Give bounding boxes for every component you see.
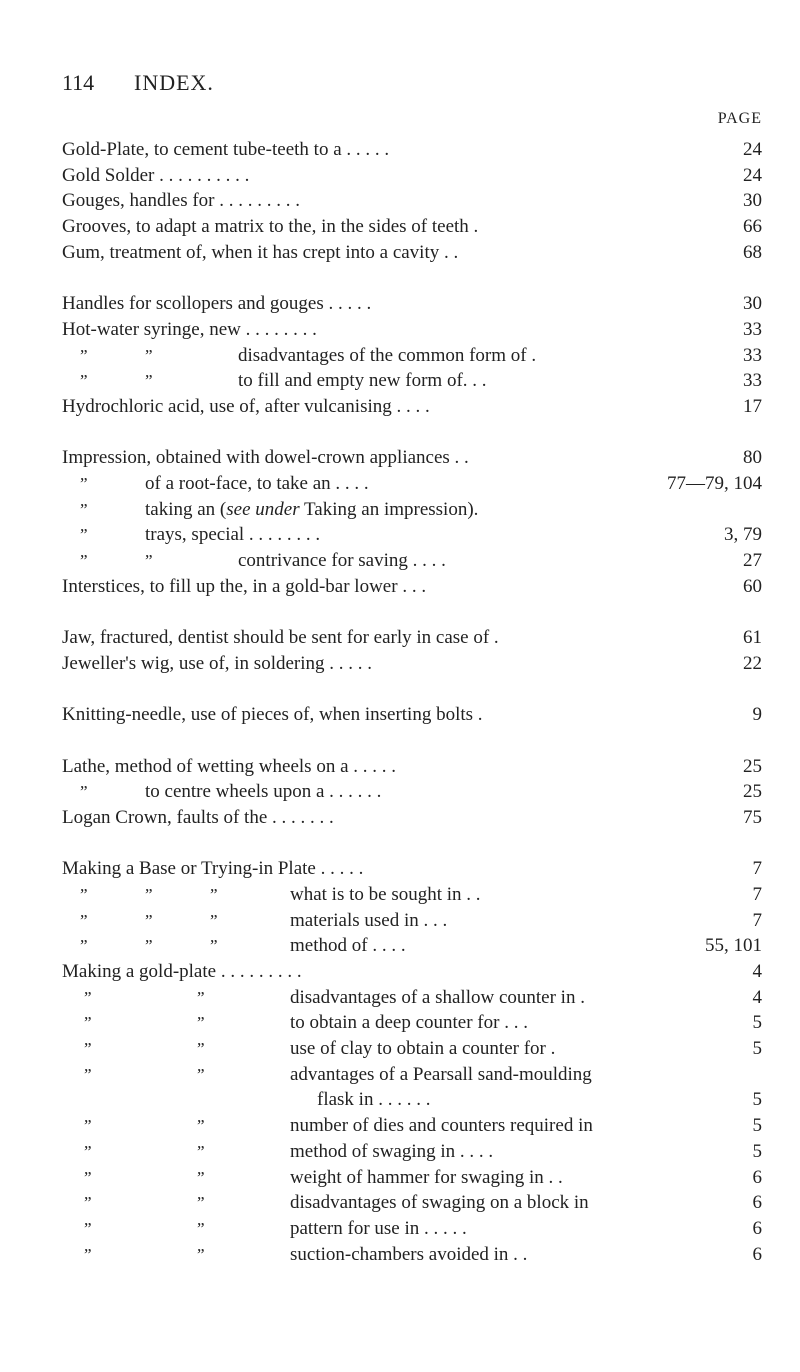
entry-text: suction-chambers avoided in . . <box>290 1243 528 1265</box>
ditto-mark: ” <box>84 1218 92 1238</box>
entry-text: materials used in . . . <box>290 909 448 931</box>
entry-text: Gold Solder . . . . . . . . . . <box>62 164 250 186</box>
ditto-mark: ” <box>84 1116 92 1136</box>
entry-page: 6 <box>752 1192 762 1214</box>
entry-page: 55, 101 <box>705 935 762 957</box>
ditto-mark: ” <box>145 371 153 391</box>
index-entry <box>62 291 762 317</box>
entry-page: 6 <box>752 1217 762 1239</box>
entry-text: Gum, treatment of, when it has crept into a cavity . . <box>62 241 459 263</box>
ditto-mark: ” <box>84 1244 92 1264</box>
entry-text: Gold-Plate, to cement tube-teeth to a . . . . . <box>62 139 390 160</box>
entry-page: 7 <box>752 883 762 905</box>
entry-text: Impression, obtained with dowel-crown appliances . . <box>62 447 469 469</box>
index-entry <box>62 1216 762 1242</box>
entry-page: 17 <box>743 395 762 417</box>
entry-text: contrivance for saving . . . . <box>238 550 446 571</box>
ditto-mark: ” <box>210 936 218 956</box>
section-gap <box>62 831 762 857</box>
entry-page: 33 <box>743 344 762 366</box>
index-entry <box>62 188 762 214</box>
entry-text: of a root-face, to take an . . . . <box>145 472 369 494</box>
index-entry <box>62 368 762 394</box>
entry-page: 33 <box>743 370 762 392</box>
entry-page: 25 <box>743 755 762 777</box>
section-gap <box>62 676 762 702</box>
index-entry <box>62 1036 762 1062</box>
entry-page: 9 <box>752 704 762 726</box>
entry-page: 5 <box>752 1089 762 1111</box>
ditto-mark: ” <box>80 910 88 930</box>
entry-text: Grooves, to adapt a matrix to the, in the sides of teeth . <box>62 216 479 238</box>
entry-text: Lathe, method of wetting wheels on a . . . . . <box>62 755 397 777</box>
entry-text: use of clay to obtain a counter for . <box>290 1038 556 1060</box>
entry-page: 30 <box>743 190 762 212</box>
entry-text: taking an (see under Taking an impression). <box>145 498 479 520</box>
entry-text: advantages of a Pearsall sand-moulding <box>290 1063 592 1085</box>
entry-page: 24 <box>743 164 762 186</box>
cross-reference-emphasis: see under <box>226 498 300 520</box>
entry-page: 4 <box>752 961 762 982</box>
ditto-mark: ” <box>197 1193 205 1213</box>
entry-page: 5 <box>752 1140 762 1162</box>
index-entry <box>62 625 762 651</box>
ditto-mark: ” <box>80 782 88 802</box>
entry-text: Handles for scollopers and gouges . . . . . <box>62 293 372 315</box>
entry-text: Making a Base or Trying-in Plate . . . . . <box>62 858 364 880</box>
index-entry <box>62 908 762 934</box>
index-entry <box>62 445 762 471</box>
page-header <box>62 70 742 100</box>
section-gap <box>62 599 762 625</box>
ditto-mark: ” <box>145 345 153 365</box>
index-entry <box>62 343 762 369</box>
entry-page: 60 <box>743 575 762 597</box>
index-entry <box>62 933 762 959</box>
entry-text: to centre wheels upon a . . . . . . <box>145 781 382 803</box>
entry-page: 6 <box>752 1243 762 1265</box>
ditto-mark: ” <box>145 910 153 930</box>
entry-page: 5 <box>752 1038 762 1060</box>
ditto-mark: ” <box>80 499 88 519</box>
index-entry <box>62 651 762 677</box>
ditto-mark: ” <box>145 884 153 904</box>
entry-text: Gouges, handles for . . . . . . . . . <box>62 190 300 212</box>
entry-text: disadvantages of swaging on a block in <box>290 1192 589 1214</box>
entry-text: Jaw, fractured, dentist should be sent for early in case of . <box>62 627 499 649</box>
ditto-mark: ” <box>84 1013 92 1033</box>
entry-page: 22 <box>743 652 762 674</box>
index-entry <box>62 548 762 574</box>
index-entry <box>62 240 762 266</box>
ditto-mark: ” <box>84 1167 92 1187</box>
ditto-mark: ” <box>197 1218 205 1238</box>
entry-text: Interstices, to fill up the, in a gold-bar lower . . . <box>62 575 427 597</box>
ditto-mark: ” <box>210 910 218 930</box>
entry-page: 5 <box>752 1012 762 1034</box>
index-entry <box>62 214 762 240</box>
ditto-mark: ” <box>80 371 88 391</box>
ditto-mark: ” <box>84 1064 92 1084</box>
entry-text: Jeweller's wig, use of, in soldering . . . . . <box>62 652 373 674</box>
entry-text: what is to be sought in . . <box>290 883 481 905</box>
page-number: 114 <box>62 70 95 95</box>
entry-page: 3, 79 <box>724 524 762 546</box>
ditto-mark: ” <box>80 884 88 904</box>
entry-text: Knitting-needle, use of pieces of, when inserting bolts . <box>62 704 483 726</box>
ditto-mark: ” <box>197 1244 205 1264</box>
entry-page: 68 <box>743 241 762 263</box>
entry-page: 7 <box>752 858 762 880</box>
index-entry <box>62 856 762 882</box>
ditto-mark: ” <box>80 473 88 493</box>
index-entry <box>62 1190 762 1216</box>
ditto-mark: ” <box>197 1167 205 1187</box>
ditto-mark: ” <box>197 1141 205 1161</box>
ditto-mark: ” <box>210 884 218 904</box>
index-entries <box>62 137 762 1267</box>
entry-page: 33 <box>743 318 762 340</box>
ditto-mark: ” <box>80 551 88 570</box>
entry-text: trays, special . . . . . . . . <box>145 524 321 546</box>
entry-page: 24 <box>743 139 762 160</box>
entry-text: method of swaging in . . . . <box>290 1140 494 1162</box>
entry-text: Hydrochloric acid, use of, after vulcanising . . . . <box>62 395 430 417</box>
entry-page: 75 <box>743 806 762 828</box>
ditto-mark: ” <box>145 936 153 956</box>
entry-page: 61 <box>743 627 762 649</box>
ditto-mark: ” <box>197 987 205 1007</box>
entry-text: Making a gold-plate . . . . . . . . . <box>62 961 302 982</box>
index-entry <box>62 1165 762 1191</box>
entry-text: number of dies and counters required in <box>290 1115 593 1137</box>
entry-page: 77—79, 104 <box>667 472 762 494</box>
entry-text: flask in . . . . . . <box>317 1089 431 1111</box>
entry-page: 4 <box>752 986 762 1008</box>
entry-text: method of . . . . <box>290 935 406 957</box>
page-title: INDEX. <box>134 70 214 95</box>
section-gap <box>62 420 762 446</box>
index-entry <box>62 471 762 497</box>
section-gap <box>62 265 762 291</box>
ditto-mark: ” <box>80 345 88 365</box>
index-entry <box>62 754 762 780</box>
index-entry <box>62 522 762 548</box>
section-gap <box>62 728 762 754</box>
ditto-mark: ” <box>84 987 92 1007</box>
ditto-mark: ” <box>197 1064 205 1084</box>
entry-page: 6 <box>752 1166 762 1188</box>
entry-text: disadvantages of the common form of . <box>238 344 537 366</box>
entry-page: 30 <box>743 293 762 315</box>
index-entry <box>62 1010 762 1036</box>
index-entry <box>62 1139 762 1165</box>
ditto-mark: ” <box>145 551 153 570</box>
entry-text: weight of hammer for swaging in . . <box>290 1166 563 1188</box>
index-entry <box>62 959 762 985</box>
index-entry <box>62 1087 762 1113</box>
index-entry <box>62 779 762 805</box>
index-entry <box>62 1242 762 1268</box>
index-entry <box>62 574 762 600</box>
index-entry <box>62 497 762 523</box>
ditto-mark: ” <box>84 1141 92 1161</box>
entry-text: pattern for use in . . . . . <box>290 1217 467 1239</box>
index-entry <box>62 1113 762 1139</box>
ditto-mark: ” <box>197 1039 205 1059</box>
index-entry <box>62 163 762 189</box>
ditto-mark: ” <box>84 1193 92 1213</box>
entry-text: disadvantages of a shallow counter in . <box>290 986 585 1008</box>
entry-page: 66 <box>743 216 762 238</box>
index-entry <box>62 985 762 1011</box>
entry-page: 27 <box>743 550 762 571</box>
entry-page: 7 <box>752 909 762 931</box>
entry-text: to fill and empty new form of. . . <box>238 370 487 392</box>
ditto-mark: ” <box>84 1039 92 1059</box>
index-entry <box>62 137 762 163</box>
ditto-mark: ” <box>80 936 88 956</box>
ditto-mark: ” <box>80 525 88 545</box>
entry-text: Logan Crown, faults of the . . . . . . . <box>62 806 334 828</box>
entry-page: 5 <box>752 1115 762 1137</box>
entry-text: Hot-water syringe, new . . . . . . . . <box>62 318 317 340</box>
index-entry <box>62 805 762 831</box>
ditto-mark: ” <box>197 1013 205 1033</box>
index-entry <box>62 1062 762 1088</box>
index-entry <box>62 882 762 908</box>
entry-page: 80 <box>743 447 762 469</box>
index-entry <box>62 394 762 420</box>
page-column-label: PAGE <box>717 110 762 127</box>
ditto-mark: ” <box>197 1116 205 1136</box>
index-entry <box>62 702 762 728</box>
entry-text: to obtain a deep counter for . . . <box>290 1012 528 1034</box>
index-entry <box>62 317 762 343</box>
entry-page: 25 <box>743 781 762 803</box>
